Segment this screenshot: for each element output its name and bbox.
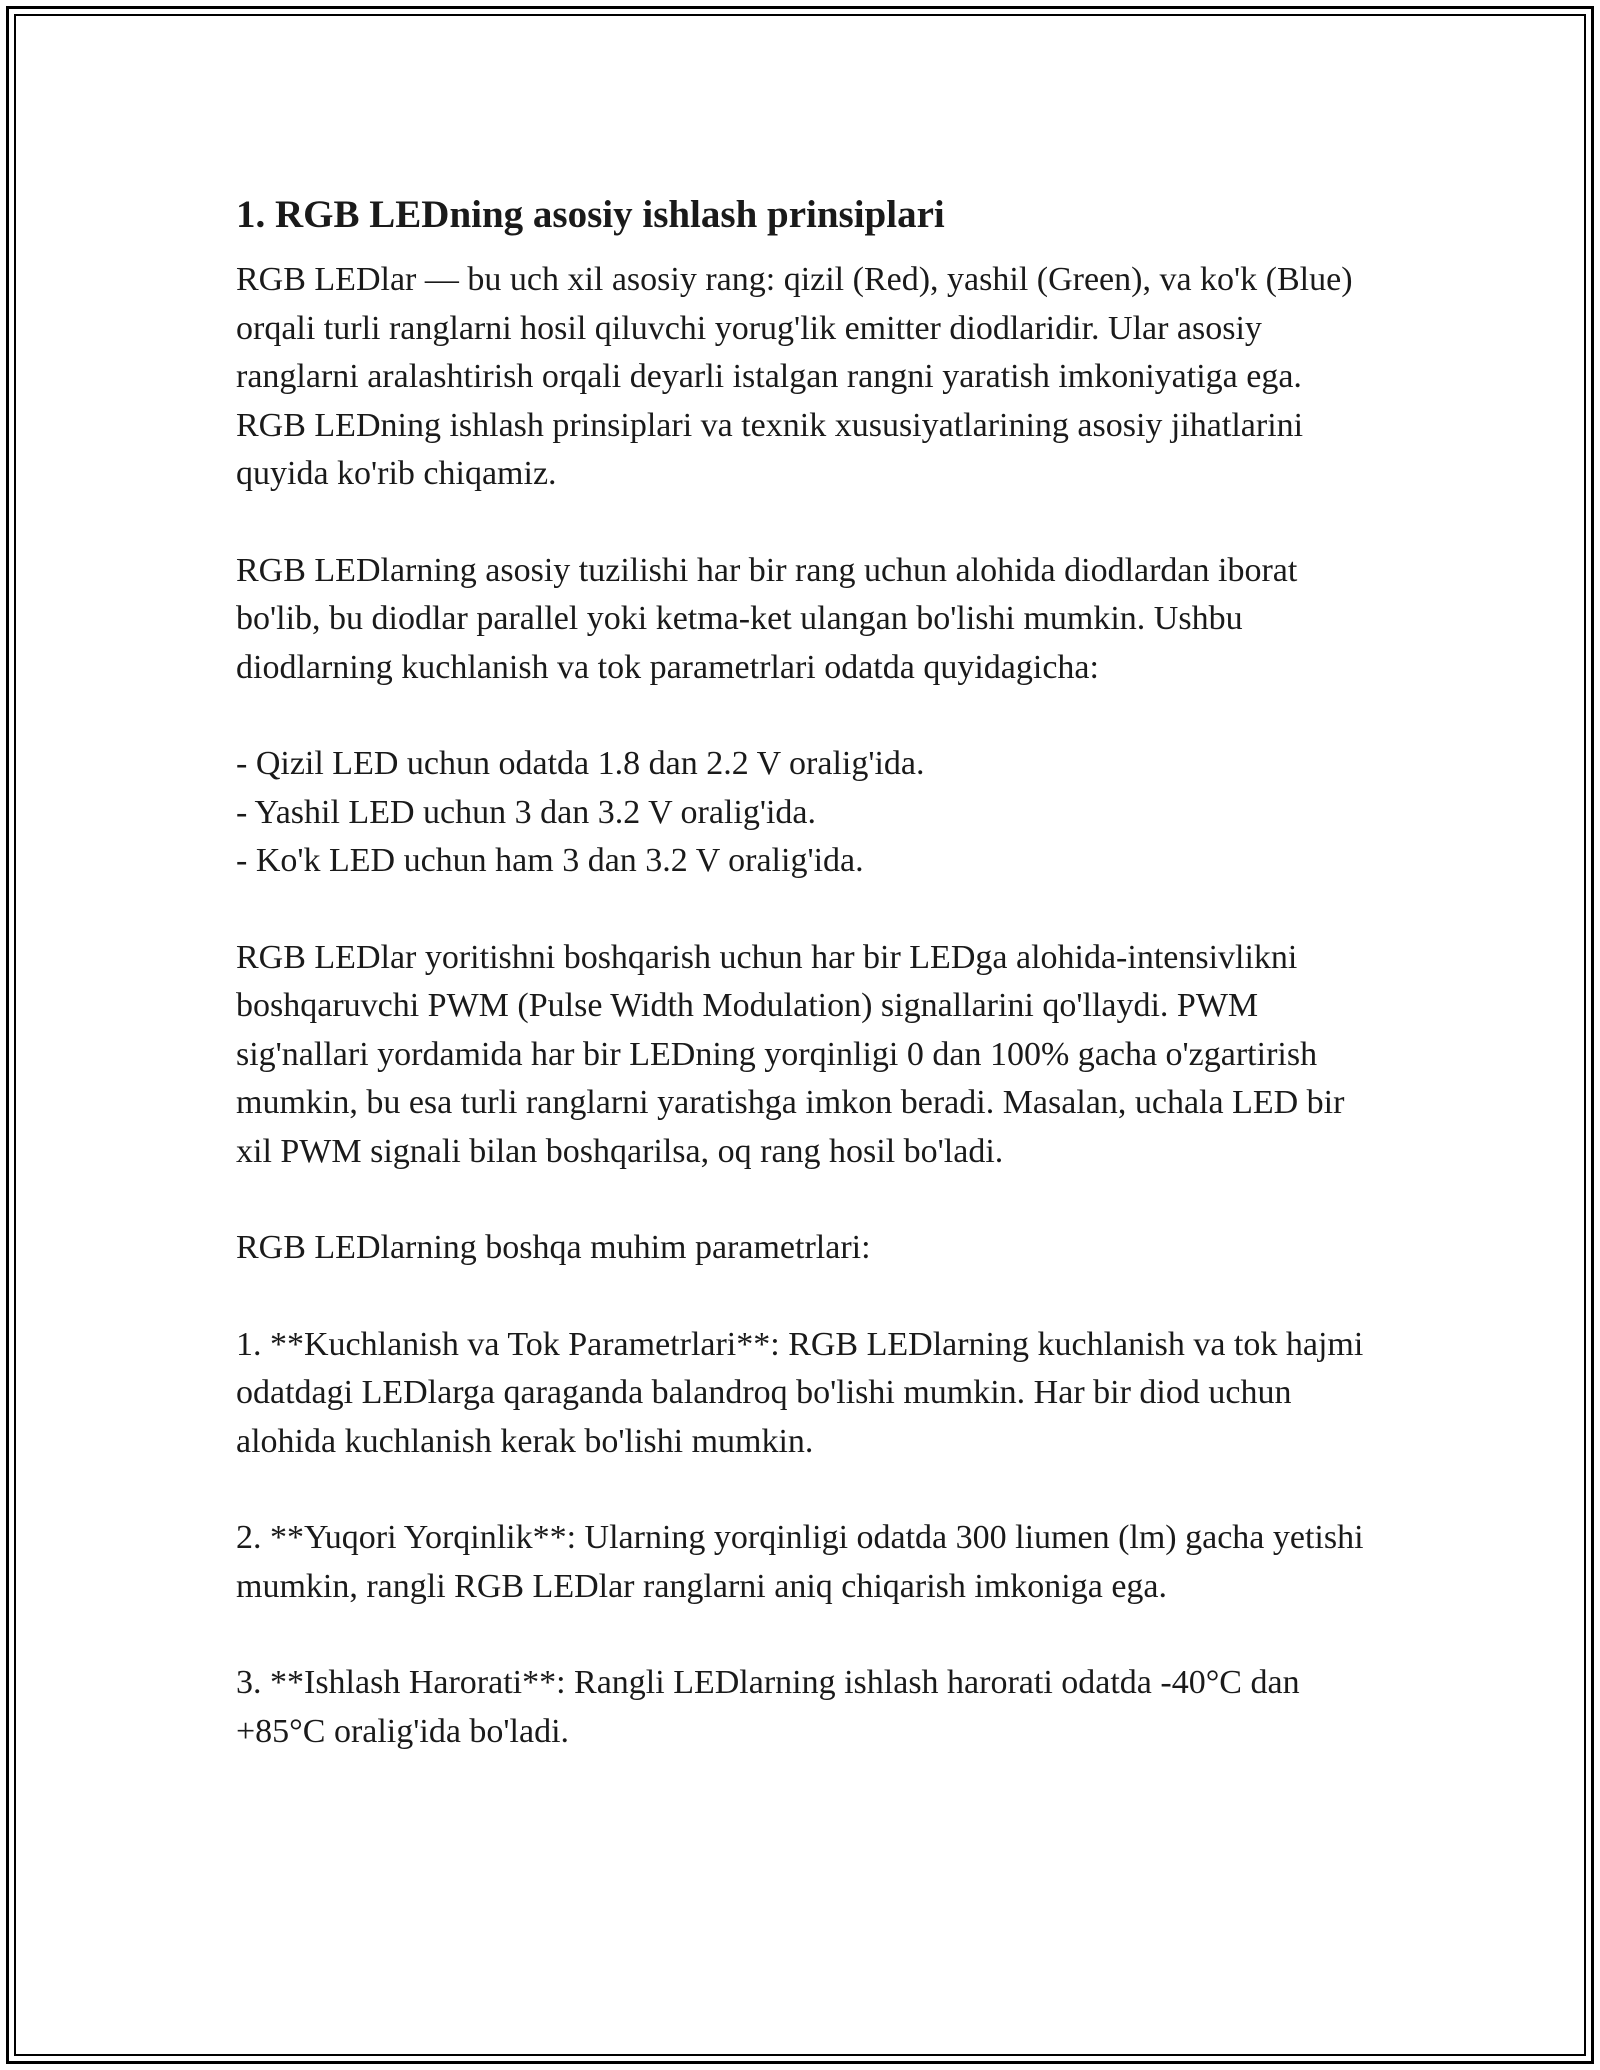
voltage-item-red: - Qizil LED uchun odatda 1.8 dan 2.2 V oralig'ida. [236, 745, 925, 782]
param-item-brightness: 2. **Yuqori Yorqinlik**: Ularning yorqinligi odatda 300 liumen (lm) gacha yetishi mumkin, rangli RGB LEDlar ranglarni aniq chiqarish imkoniga ega. [236, 1519, 1364, 1605]
pwm-paragraph: RGB LEDlar yoritishni boshqarish uchun har bir LEDga alohida-intensivlikni boshqaruvchi PWM (Pulse Width Modulation) signallarini qo'llaydi. PWM sig'nallari yordamida har bir LEDning yorqinligi 0 dan 100% gacha o'zgartirish mumkin, bu esa turli ranglarni yaratishga imkon beradi. Masalan, uchala LED bir xil PWM signali bilan boshqarilsa, oq rang hosil bo'ladi. [236, 938, 1345, 1170]
voltage-item-green: - Yashil LED uchun 3 dan 3.2 V oralig'ida. [236, 793, 816, 831]
param-item-temperature: 3. **Ishlash Harorati**: Rangli LEDlarning ishlash harorati odatda -40°C dan +85°C oralig'ida bo'ladi. [236, 1664, 1300, 1750]
params-intro: RGB LEDlarning boshqa muhim parametrlari: [236, 1229, 871, 1266]
voltage-item-blue: - Ko'k LED uchun ham 3 dan 3.2 V oralig'ida. [236, 842, 864, 879]
section-heading: 1. RGB LEDning asosiy ishlash prinsiplari [236, 193, 945, 236]
param-item-voltage-current: 1. **Kuchlanish va Tok Parametrlari**: RGB LEDlarning kuchlanish va tok hajmi odatdagi LEDlarga qaraganda balandroq bo'lishi mumkin. Har bir diod uchun alohida kuchlanish kerak bo'lishi mumkin. [236, 1325, 1364, 1460]
voltage-list [236, 740, 1376, 886]
structure-paragraph: RGB LEDlarning asosiy tuzilishi har bir rang uchun alohida diodlardan iborat bo'lib, bu diodlar parallel yoki ketma-ket ulangan bo'lishi mumkin. Ushbu diodlarning kuchlanish va tok parametrlari odatda quyidagicha: [236, 551, 1298, 686]
document-body [236, 190, 1376, 1804]
intro-paragraph: RGB LEDlar — bu uch xil asosiy rang: qizil (Red), yashil (Green), va ko'k (Blue) orqali turli ranglarni hosil qiluvchi yorug'lik emitter diodlaridir. Ular asosiy ranglarni aralashtirish orqali deyarli istalgan rangni yaratish imkoniyatiga ega. RGB LEDning ishlash prinsiplari va texnik xususiyatlarining asosiy jihatlarini quyida ko'rib chiqamiz. [236, 261, 1353, 492]
